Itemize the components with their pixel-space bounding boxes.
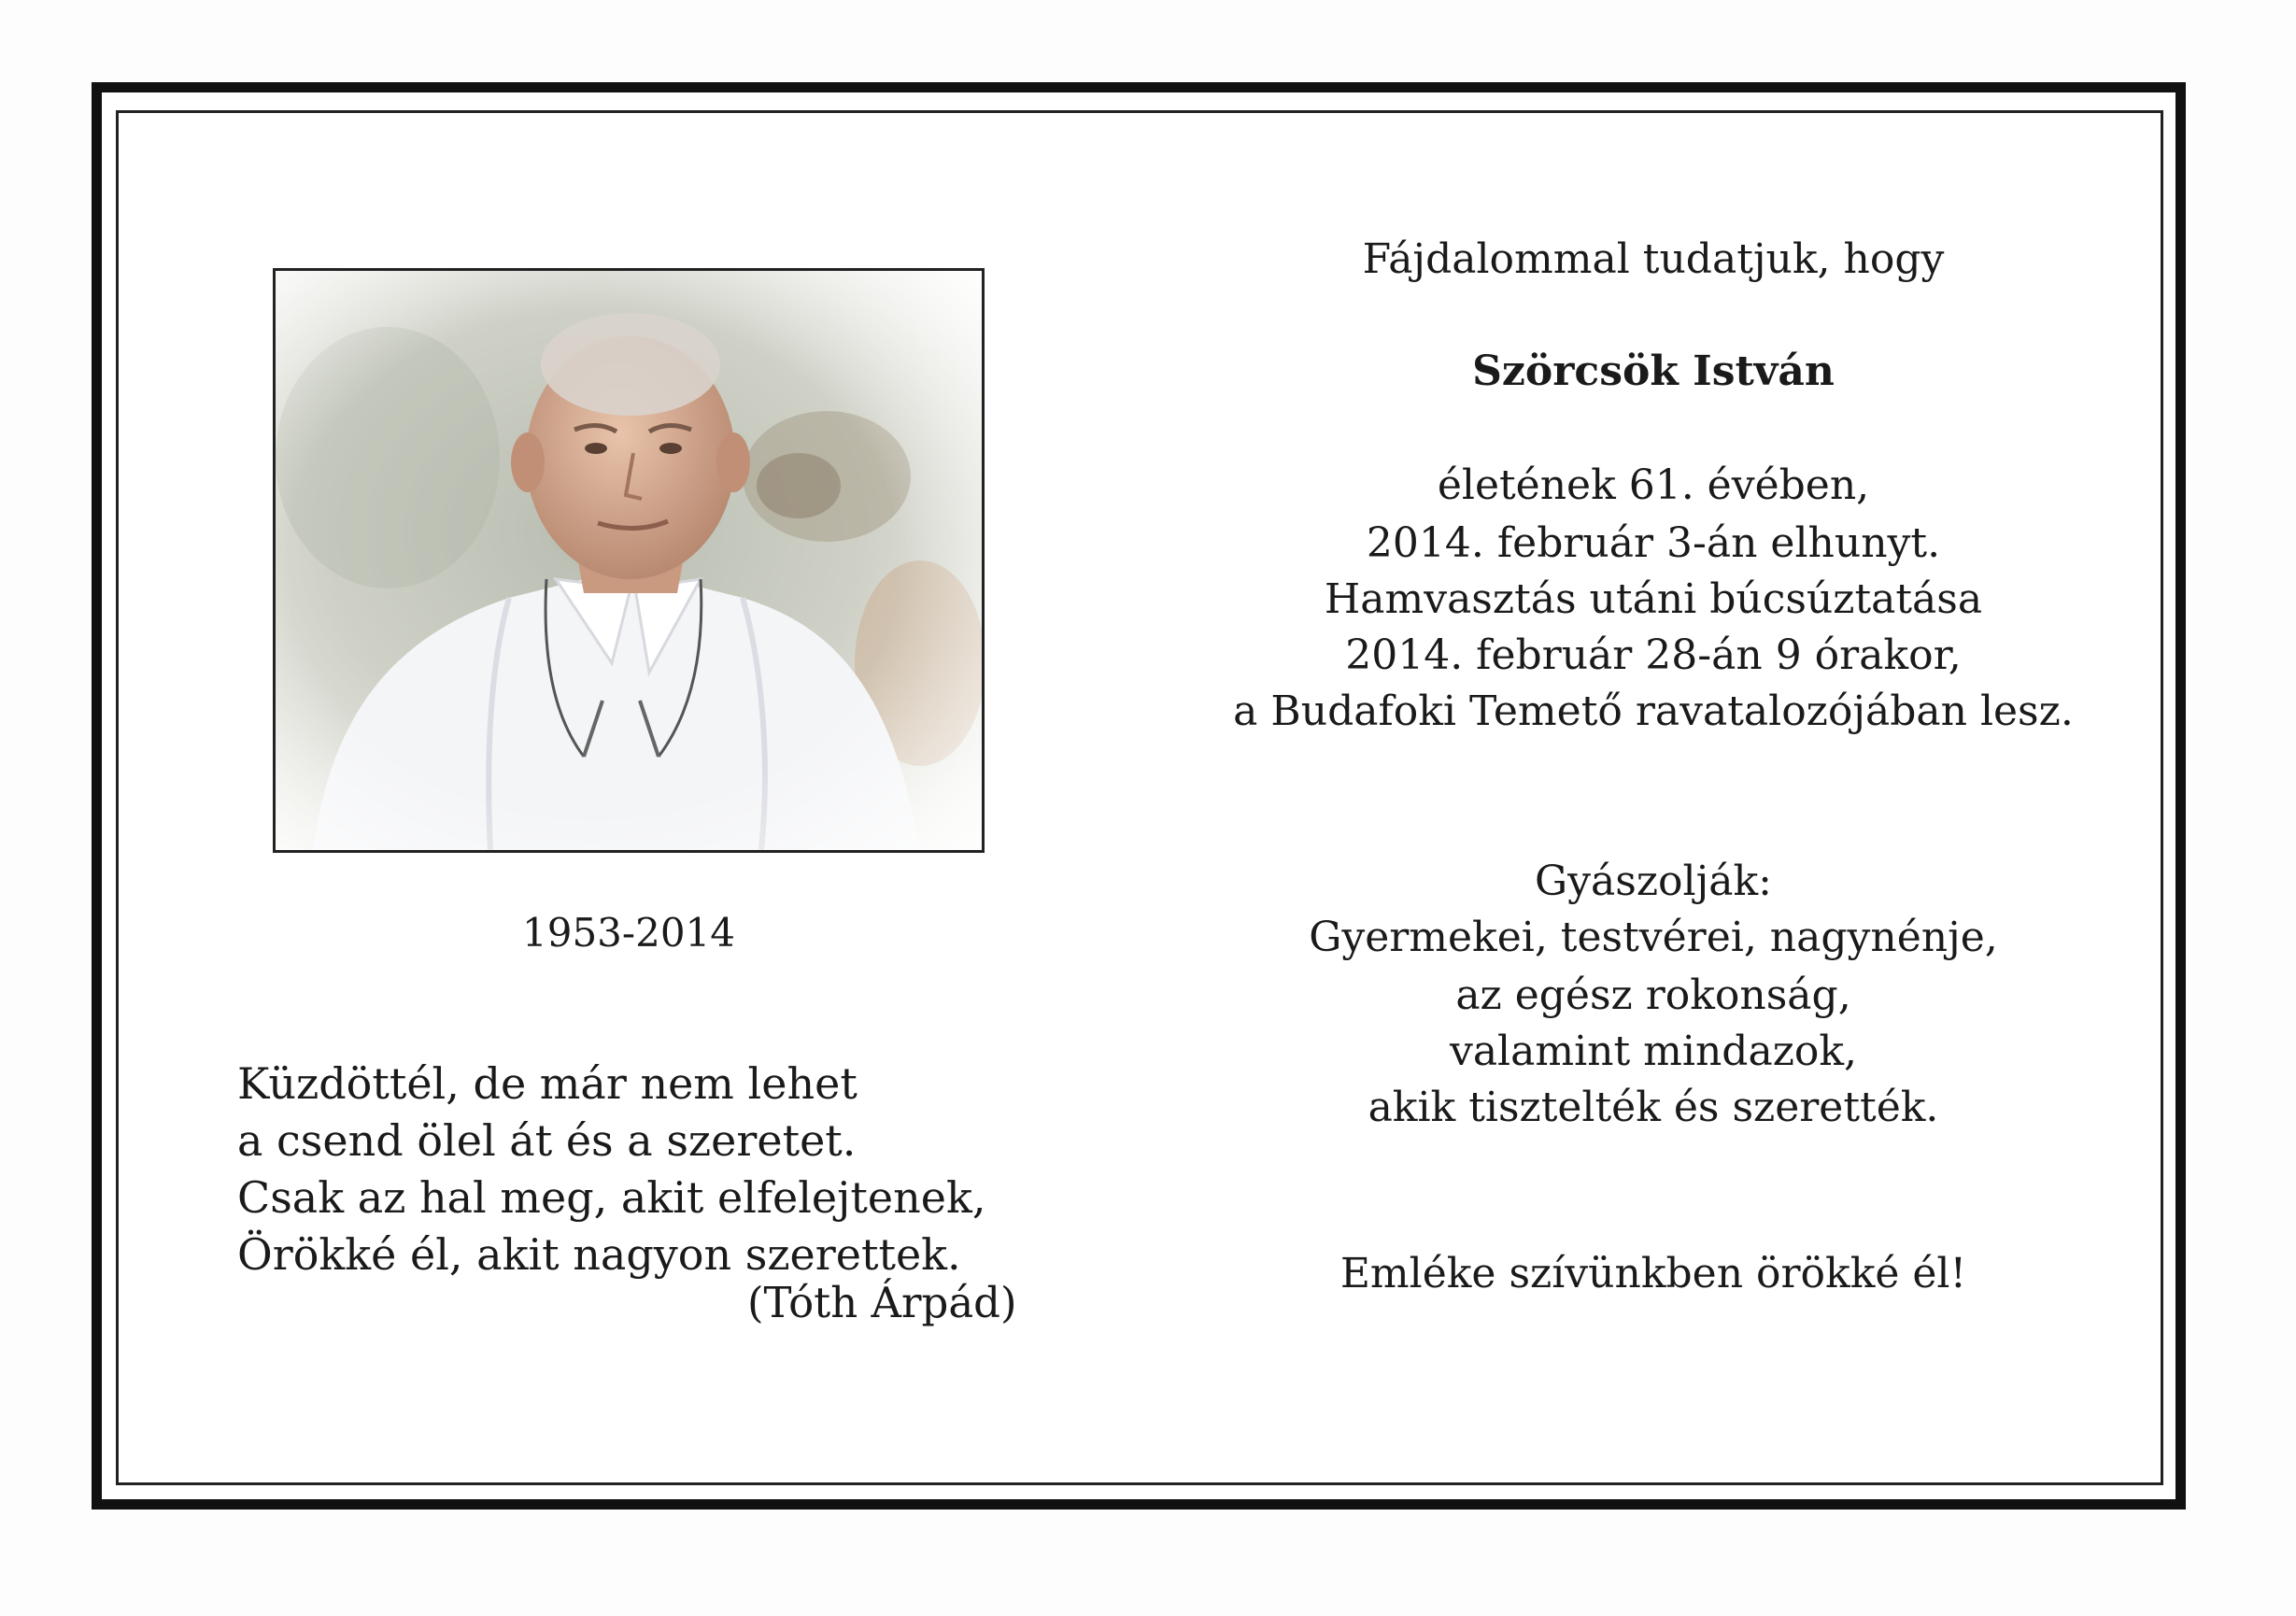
detail-line: életének 61. évében, <box>1437 461 1870 509</box>
portrait-image <box>276 271 982 850</box>
mourners-line: az egész rokonság, <box>1455 971 1851 1019</box>
announcement-intro: Fájdalommal tudatjuk, hogy <box>1362 235 1945 283</box>
poem-line: Örökké él, akit nagyon szerettek. <box>237 1229 961 1280</box>
mourners-heading: Gyászolják: <box>1535 858 1772 905</box>
detail-line: 2014. február 28-án 9 órakor, <box>1345 631 1962 679</box>
portrait-photo <box>273 268 985 853</box>
detail-line: a Budafoki Temető ravatalozójában lesz. <box>1233 688 2074 735</box>
mourners-line: Gyermekei, testvérei, nagynénje, <box>1309 914 1998 961</box>
announcement <box>1158 0 2148 1616</box>
poem-author: (Tóth Árpád) <box>747 1278 1017 1327</box>
deceased-name: Szörcsök István <box>1472 347 1835 395</box>
mourners-line: valamint mindazok, <box>1449 1028 1858 1075</box>
poem-line: a csend ölel át és a szeretet. <box>237 1115 857 1166</box>
poem-line: Küzdöttél, de már nem lehet <box>237 1058 857 1109</box>
poem-line: Csak az hal meg, akit elfelejtenek, <box>237 1172 986 1223</box>
detail-line: 2014. február 3-án elhunyt. <box>1366 519 1941 567</box>
closing-line: Emléke szívünkben örökké él! <box>1339 1250 1967 1297</box>
mourners-line: akik tisztelték és szerették. <box>1368 1084 1939 1131</box>
memorial-poem <box>237 1056 985 1283</box>
detail-line: Hamvasztás utáni búcsúztatása <box>1324 575 1983 623</box>
life-years: 1953-2014 <box>522 910 735 956</box>
